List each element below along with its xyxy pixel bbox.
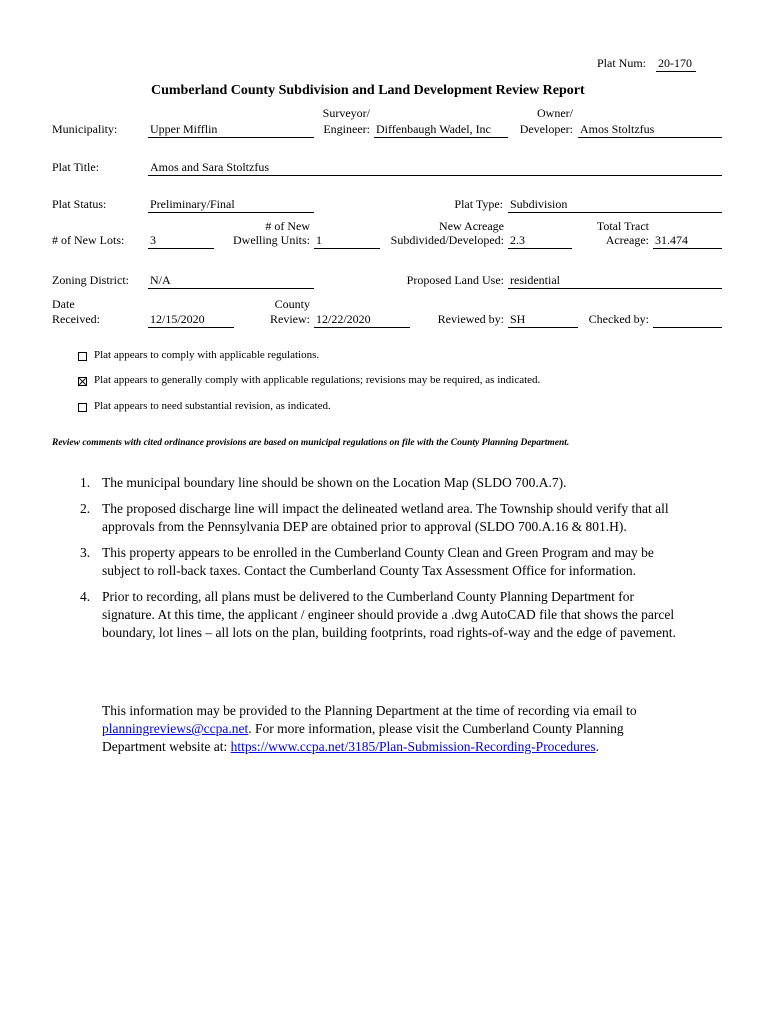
- plat-num-label: Plat Num:: [597, 56, 647, 70]
- owner-label-line2: Developer:: [519, 122, 573, 136]
- surveyor-label-line1: Surveyor/: [322, 106, 370, 120]
- plat-title-value: Amos and Sara Stoltzfus: [148, 160, 722, 176]
- municipality-value: Upper Mifflin: [148, 122, 314, 138]
- reviewed-by-label: Reviewed by:: [437, 312, 504, 326]
- comment-number: 1.: [80, 475, 91, 490]
- comment-text: The municipal boundary line should be shown on the Location Map (SLDO 700.A.7).: [102, 475, 567, 490]
- submission-info-paragraph: [102, 702, 680, 756]
- list-item: [80, 500, 680, 536]
- plat-num-value: 20-170: [656, 56, 696, 72]
- municipality-label: Municipality:: [52, 122, 118, 136]
- plat-status-label: Plat Status:: [52, 197, 107, 211]
- reviewed-by-value: SH: [508, 312, 578, 328]
- review-comments-list: [80, 474, 680, 650]
- owner-value: Amos Stoltzfus: [578, 122, 722, 138]
- checkbox-generally-comply[interactable]: [78, 377, 87, 386]
- zoning-district-label: Zoning District:: [52, 273, 129, 287]
- date-received-value: 12/15/2020: [148, 312, 234, 328]
- surveyor-value: Diffenbaugh Wadel, Inc: [374, 122, 508, 138]
- date-received-label-line1: Date: [52, 297, 75, 311]
- dwelling-units-label-line1: # of New: [265, 219, 310, 233]
- email-link[interactable]: planningreviews@ccpa.net: [102, 721, 249, 736]
- plat-type-label: Plat Type:: [454, 197, 503, 211]
- county-review-label-line1: County: [274, 297, 310, 311]
- checked-by-label: Checked by:: [588, 312, 649, 326]
- county-review-label-line2: Review:: [270, 312, 310, 326]
- county-review-value: 12/22/2020: [314, 312, 410, 328]
- checkbox-comply[interactable]: [78, 352, 87, 361]
- comment-number: 2.: [80, 501, 91, 516]
- website-link[interactable]: https://www.ccpa.net/3185/Plan-Submission-Recording-Procedures: [230, 739, 596, 754]
- plat-title-label: Plat Title:: [52, 160, 100, 174]
- new-acreage-value: 2.3: [508, 233, 572, 249]
- proposed-land-use-value: residential: [508, 273, 722, 289]
- date-received-label-line2: Received:: [52, 312, 100, 326]
- dwelling-units-label-line2: Dwelling Units:: [233, 233, 310, 247]
- total-tract-label-line1: Total Tract: [596, 219, 649, 233]
- list-item: [80, 474, 680, 492]
- ordinance-note: Review comments with cited ordinance provisions are based on municipal regulations on file with the County Planning Department.: [52, 438, 570, 448]
- plat-status-value: Preliminary/Final: [148, 197, 314, 213]
- comment-number: 3.: [80, 545, 91, 560]
- checkbox-substantial-revision-label: Plat appears to need substantial revision, as indicated.: [94, 400, 331, 412]
- comment-number: 4.: [80, 589, 91, 604]
- info-text-1: This information may be provided to the Planning Department at the time of recording via email to: [102, 703, 637, 718]
- info-text-3: .: [595, 739, 600, 754]
- new-lots-value: 3: [148, 233, 214, 249]
- page-title: Cumberland County Subdivision and Land Development Review Report: [151, 83, 585, 98]
- checkbox-generally-comply-label: Plat appears to generally comply with applicable regulations; revisions may be required, as indicated.: [94, 374, 541, 386]
- checked-by-value: [653, 312, 722, 328]
- comment-text: This property appears to be enrolled in the Cumberland County Clean and Green Program and may be subject to roll-back taxes. Contact the Cumberland County Tax Assessment Office for information.: [102, 545, 654, 578]
- checkbox-comply-label: Plat appears to comply with applicable regulations.: [94, 349, 320, 361]
- new-acreage-label-line1: New Acreage: [439, 219, 504, 233]
- list-item: [80, 544, 680, 580]
- new-lots-label: # of New Lots:: [52, 233, 125, 247]
- proposed-land-use-label: Proposed Land Use:: [406, 273, 504, 287]
- comment-text: The proposed discharge line will impact the delineated wetland area. The Township should verify that all approvals from the Pennsylvania DEP are obtained prior to approval (SLDO 700.A.16 & 801.H).: [102, 501, 669, 534]
- surveyor-label-line2: Engineer:: [323, 122, 370, 136]
- total-tract-value: 31.474: [653, 233, 722, 249]
- zoning-district-value: N/A: [148, 273, 314, 289]
- new-acreage-label-line2: Subdivided/Developed:: [390, 233, 504, 247]
- owner-label-line1: Owner/: [537, 106, 573, 120]
- comment-text: Prior to recording, all plans must be delivered to the Cumberland County Planning Department for signature. At this time, the applicant / engineer should provide a .dwg AutoCAD file that shows the parcel boundary, lot lines – all lots on the plan, building footprints, road rights-of-way and the edge of pavement.: [102, 589, 676, 640]
- list-item: [80, 588, 680, 642]
- plat-type-value: Subdivision: [508, 197, 722, 213]
- checkbox-substantial-revision[interactable]: [78, 403, 87, 412]
- info-text-2: . For more information, please visit the Cumberland County Planning Department website at:: [102, 721, 624, 754]
- dwelling-units-value: 1: [314, 233, 380, 249]
- total-tract-label-line2: Acreage:: [605, 233, 649, 247]
